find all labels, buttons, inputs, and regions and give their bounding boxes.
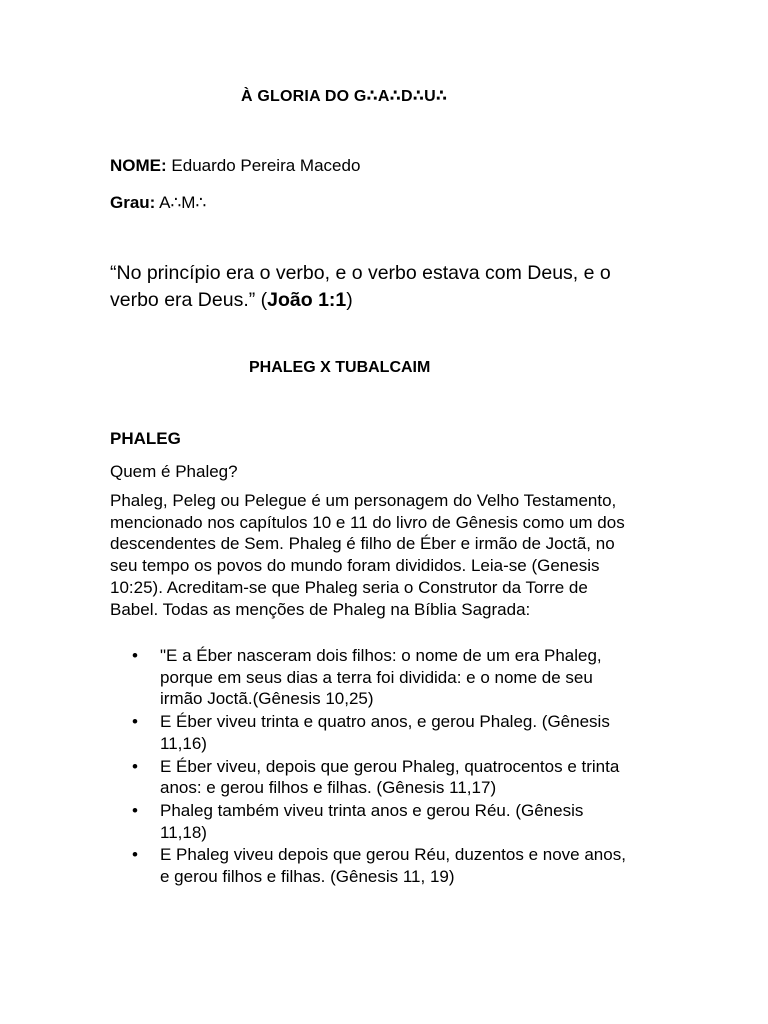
bullet-icon: • <box>132 646 138 665</box>
list-item-line: Phaleg também viveu trinta anos e gerou Réu. (Gênesis <box>160 800 584 820</box>
list-item-line: 11,18) <box>160 822 207 842</box>
list-item-line: E Éber viveu, depois que gerou Phaleg, quatrocentos e trinta <box>160 756 620 776</box>
paragraph-line: mencionado nos capítulos 10 e 11 do livro de Gênesis como um dos <box>110 512 625 532</box>
paragraph-line: Phaleg, Peleg ou Pelegue é um personagem do Velho Testamento, <box>110 491 617 510</box>
list-item-line: E Éber viveu trinta e quatro anos, e gerou Phaleg. (Gênesis <box>160 712 610 732</box>
list-item <box>110 844 670 887</box>
list-item-line: anos: e gerou filhos e filhas. (Gênesis 11,17) <box>160 778 497 798</box>
bullet-icon: • <box>132 845 138 865</box>
list-item <box>110 645 670 710</box>
author-name-field <box>110 156 360 176</box>
quote-line-1: “No princípio era o verbo, e o verbo estava com Deus, e o <box>110 262 611 284</box>
list-item-line: E Phaleg viveu depois que gerou Réu, duzentos e nove anos, <box>160 845 626 865</box>
list-item-line: irmão Joctã.(Gênesis 10,25) <box>160 689 374 709</box>
author-degree-field <box>110 193 206 213</box>
list-item <box>110 756 670 799</box>
list-item <box>110 800 670 843</box>
list-item <box>110 711 670 754</box>
paragraph-line: Babel. Todas as menções de Phaleg na Bíblia Sagrada: <box>110 599 531 619</box>
document-title: À GLORIA DO G∴A∴D∴U∴ <box>241 88 448 105</box>
section-paragraph <box>110 490 670 620</box>
author-name-label: NOME: <box>110 156 167 175</box>
author-degree-value: A∴M∴ <box>155 193 207 212</box>
author-name-value: Eduardo Pereira Macedo <box>166 156 361 175</box>
bible-references-list <box>110 645 670 889</box>
bullet-icon: • <box>132 756 138 776</box>
bullet-icon: • <box>132 712 138 732</box>
author-degree-label: Grau: <box>110 193 156 212</box>
quote-line-2-end: ) <box>346 289 353 311</box>
bullet-icon: • <box>132 800 138 820</box>
quote-line-2 <box>110 287 670 314</box>
paragraph-line: descendentes de Sem. Phaleg é filho de Éber e irmão de Joctã, no <box>110 534 615 554</box>
document-subtitle: PHALEG X TUBALCAIM <box>249 359 431 376</box>
paragraph-line: seu tempo os povos do mundo foram divididos. Leia-se (Genesis <box>110 556 600 576</box>
list-item-line: e gerou filhos e filhas. (Gênesis 11, 19) <box>160 867 455 887</box>
list-item-line: "E a Éber nasceram dois filhos: o nome de um era Phaleg, <box>160 646 602 665</box>
section-question: Quem é Phaleg? <box>110 462 238 481</box>
quote-reference: João 1:1 <box>267 289 347 311</box>
epigraph-quote <box>110 260 670 314</box>
quote-line-2-start: verbo era Deus.” ( <box>110 289 268 311</box>
list-item-line: porque em seus dias a terra foi dividida: e o nome de seu <box>160 667 593 687</box>
paragraph-line: 10:25). Acreditam-se que Phaleg seria o Construtor da Torre de <box>110 577 588 597</box>
list-item-line: 11,16) <box>160 733 207 753</box>
section-heading: PHALEG <box>110 429 181 448</box>
